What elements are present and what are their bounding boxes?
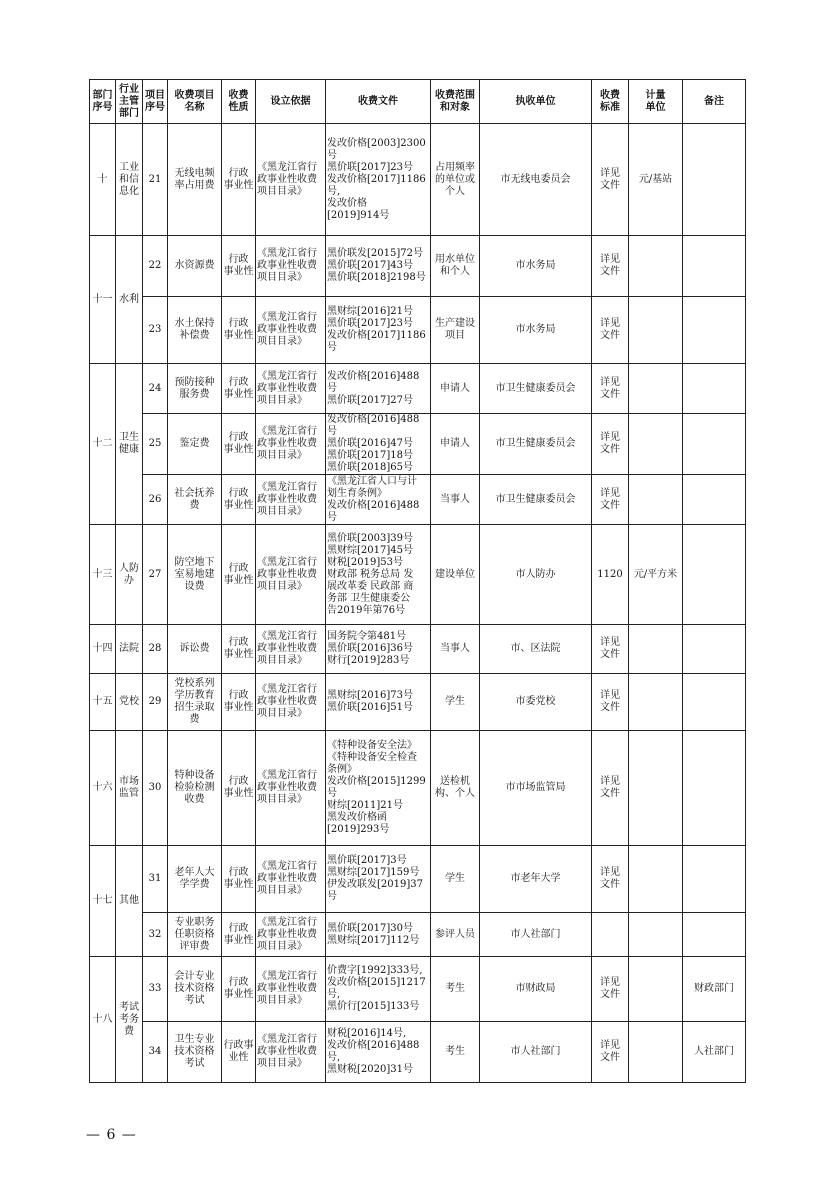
item-fee-doc: 黑价联发[2015]72号 黑价联[2017]43号 黑价联[2018]2198号 xyxy=(326,236,431,297)
item-nature: 行政 事业性 xyxy=(222,731,256,846)
item-basis: 《黑龙江省行 政事业性收费 项目目录》 xyxy=(256,846,326,913)
item-nature: 行政 事业性 xyxy=(222,124,256,236)
item-remark: 人社部门 xyxy=(683,1022,746,1083)
item-standard: 详见 文件 xyxy=(592,236,629,297)
item-collector: 市人社部门 xyxy=(480,1022,592,1083)
item-standard: 详见 文件 xyxy=(592,731,629,846)
table-row xyxy=(90,525,746,625)
item-nature: 行政事 业性 xyxy=(222,1022,256,1083)
item-fee-doc: 黑财综[2016]73号 黑价联[2016]51号 xyxy=(326,674,431,731)
item-nature: 行政 事业性 xyxy=(222,364,256,414)
item-basis: 《黑龙江省行 政事业性收费 项目目录》 xyxy=(256,297,326,364)
item-collector: 市卫生健康委员会 xyxy=(480,414,592,475)
item-no: 32 xyxy=(143,913,168,957)
table-row xyxy=(90,364,746,414)
dept-no: 十七 xyxy=(90,846,116,957)
item-basis: 《黑龙江省行 政事业性收费 项目目录》 xyxy=(256,625,326,674)
item-no: 30 xyxy=(143,731,168,846)
table-row xyxy=(90,625,746,674)
item-fee-doc: 发改价格[2003]2300 号 黑价联[2017]23号 发改价格[2017]1186 号, 发改价格 [2019]914号 xyxy=(326,124,431,236)
item-basis: 《黑龙江省行 政事业性收费 项目目录》 xyxy=(256,525,326,625)
item-remark xyxy=(683,297,746,364)
item-no: 23 xyxy=(143,297,168,364)
dept-name: 卫生 健康 xyxy=(116,364,143,525)
dept-name: 其他 xyxy=(116,846,143,957)
item-unit xyxy=(629,364,683,414)
item-nature: 行政 事业性 xyxy=(222,846,256,913)
item-remark xyxy=(683,124,746,236)
item-standard: 详见 文件 xyxy=(592,957,629,1022)
item-name: 社会抚养 费 xyxy=(168,475,222,525)
item-scope: 当事人 xyxy=(431,475,480,525)
dept-name: 考试 考务 费 xyxy=(116,957,143,1083)
item-collector: 市水务局 xyxy=(480,236,592,297)
item-fee-doc: 发改价格[2016]488号 黑价联[2016]47号 黑价联[2017]18号 黑价联[2018]65号 xyxy=(326,414,431,475)
item-standard: 1120 xyxy=(592,525,629,625)
item-name: 诉讼费 xyxy=(168,625,222,674)
item-name: 特种设备 检验检测 收费 xyxy=(168,731,222,846)
table-row xyxy=(90,957,746,1022)
item-remark xyxy=(683,525,746,625)
dept-no: 十四 xyxy=(90,625,116,674)
table-row xyxy=(90,674,746,731)
item-nature: 行政 事业性 xyxy=(222,957,256,1022)
item-fee-doc: 黑价联[2017]30号 黑财综[2017]112号 xyxy=(326,913,431,957)
item-collector: 市人社部门 xyxy=(480,913,592,957)
header-item-no: 项目 序号 xyxy=(143,80,168,124)
item-collector: 市财政局 xyxy=(480,957,592,1022)
header-nature: 收费 性质 xyxy=(222,80,256,124)
item-standard: 详见 文件 xyxy=(592,846,629,913)
header-basis: 设立依据 xyxy=(256,80,326,124)
item-name: 卫生专业 技术资格 考试 xyxy=(168,1022,222,1083)
item-name: 会计专业 技术资格 考试 xyxy=(168,957,222,1022)
item-no: 33 xyxy=(143,957,168,1022)
item-fee-doc: 黑价联[2017]3号 黑财综[2017]159号 伊发改联发[2019]37 号 xyxy=(326,846,431,913)
dept-name: 法院 xyxy=(116,625,143,674)
table-row xyxy=(90,414,746,475)
item-unit: 元/平方米 xyxy=(629,525,683,625)
item-remark xyxy=(683,846,746,913)
table-row xyxy=(90,846,746,913)
item-collector: 市委党校 xyxy=(480,674,592,731)
item-no: 22 xyxy=(143,236,168,297)
item-fee-doc: 国务院令第481号 黑价联[2016]36号 财行[2019]283号 xyxy=(326,625,431,674)
item-name: 预防接种 服务费 xyxy=(168,364,222,414)
item-scope: 占用频率 的单位或 个人 xyxy=(431,124,480,236)
item-unit xyxy=(629,475,683,525)
item-standard: 详见 文件 xyxy=(592,674,629,731)
dept-no: 十二 xyxy=(90,364,116,525)
item-unit xyxy=(629,957,683,1022)
dept-name: 水利 xyxy=(116,236,143,364)
item-collector: 市人防办 xyxy=(480,525,592,625)
dept-no: 十三 xyxy=(90,525,116,625)
header-item-name: 收费项目 名称 xyxy=(168,80,222,124)
item-no: 26 xyxy=(143,475,168,525)
item-standard: 详见 文件 xyxy=(592,124,629,236)
item-scope: 学生 xyxy=(431,846,480,913)
item-standard: 详见 文件 xyxy=(592,1022,629,1083)
item-name: 防空地下 室易地建 设费 xyxy=(168,525,222,625)
item-name: 党校系列 学历教育 招生录取 费 xyxy=(168,674,222,731)
item-fee-doc: 黑财综[2016]21号 黑价联[2017]23号 发改价格[2017]1186 号 xyxy=(326,297,431,364)
item-basis: 《黑龙江省行 政事业性收费 项目目录》 xyxy=(256,957,326,1022)
item-scope: 申请人 xyxy=(431,414,480,475)
dept-no: 十六 xyxy=(90,731,116,846)
item-nature: 行政 事业性 xyxy=(222,414,256,475)
item-name: 老年人大 学学费 xyxy=(168,846,222,913)
item-scope: 用水单位 和个人 xyxy=(431,236,480,297)
table-row xyxy=(90,913,746,957)
item-standard: 详见 文件 xyxy=(592,475,629,525)
item-fee-doc: 《特种设备安全法》 《特种设备安全检查 条例》 发改价格[2015]1299 号 财综[2011]21号 黑发改价格函 [2019]293号 xyxy=(326,731,431,846)
item-unit xyxy=(629,297,683,364)
item-scope: 申请人 xyxy=(431,364,480,414)
item-collector: 市市场监管局 xyxy=(480,731,592,846)
header-row xyxy=(90,80,746,124)
item-collector: 市水务局 xyxy=(480,297,592,364)
item-remark xyxy=(683,414,746,475)
item-basis: 《黑龙江省行 政事业性收费 项目目录》 xyxy=(256,1022,326,1083)
item-unit: 元/基站 xyxy=(629,124,683,236)
item-unit xyxy=(629,674,683,731)
item-scope: 送检机 构、个人 xyxy=(431,731,480,846)
item-remark xyxy=(683,731,746,846)
item-name: 无线电频 率占用费 xyxy=(168,124,222,236)
header-fee-doc: 收费文件 xyxy=(326,80,431,124)
item-standard: 详见 文件 xyxy=(592,364,629,414)
item-unit xyxy=(629,236,683,297)
item-remark xyxy=(683,674,746,731)
item-scope: 参评人员 xyxy=(431,913,480,957)
fee-table xyxy=(89,79,746,1083)
dept-name: 工业 和信 息化 xyxy=(116,124,143,236)
item-no: 21 xyxy=(143,124,168,236)
item-nature: 行政 事业性 xyxy=(222,674,256,731)
item-standard: 详见 文件 xyxy=(592,625,629,674)
item-remark xyxy=(683,236,746,297)
item-standard: 详见 文件 xyxy=(592,297,629,364)
item-no: 31 xyxy=(143,846,168,913)
item-fee-doc: 价费字[1992]333号, 发改价格[2015]1217 号, 黑价行[2015]133号 xyxy=(326,957,431,1022)
header-collector: 执收单位 xyxy=(480,80,592,124)
item-remark xyxy=(683,913,746,957)
item-collector: 市无线电委员会 xyxy=(480,124,592,236)
item-scope: 学生 xyxy=(431,674,480,731)
item-unit xyxy=(629,731,683,846)
item-no: 24 xyxy=(143,364,168,414)
dept-no: 十五 xyxy=(90,674,116,731)
item-standard xyxy=(592,913,629,957)
item-basis: 《黑龙江省行 政事业性收费 项目目录》 xyxy=(256,414,326,475)
item-collector: 市老年大学 xyxy=(480,846,592,913)
item-fee-doc: 《黑龙江省人口与计 划生育条例》 发改价格[2016]488号 xyxy=(326,475,431,525)
header-standard: 收费 标准 xyxy=(592,80,629,124)
item-remark xyxy=(683,475,746,525)
table-row xyxy=(90,236,746,297)
item-unit xyxy=(629,846,683,913)
item-unit xyxy=(629,414,683,475)
item-nature: 行政 事业性 xyxy=(222,625,256,674)
item-remark xyxy=(683,625,746,674)
item-nature: 行政 事业性 xyxy=(222,297,256,364)
item-collector: 市、区法院 xyxy=(480,625,592,674)
item-no: 25 xyxy=(143,414,168,475)
item-standard: 详见 文件 xyxy=(592,414,629,475)
dept-name: 市场 监管 xyxy=(116,731,143,846)
item-remark: 财政部门 xyxy=(683,957,746,1022)
item-scope: 考生 xyxy=(431,957,480,1022)
item-basis: 《黑龙江省行 政事业性收费 项目目录》 xyxy=(256,731,326,846)
table-row xyxy=(90,297,746,364)
item-name: 水资源费 xyxy=(168,236,222,297)
item-no: 34 xyxy=(143,1022,168,1083)
table-row xyxy=(90,475,746,525)
header-unit: 计量 单位 xyxy=(629,80,683,124)
item-unit xyxy=(629,625,683,674)
item-name: 专业职务 任职资格 评审费 xyxy=(168,913,222,957)
header-industry-dept: 行业 主管 部门 xyxy=(116,80,143,124)
header-scope: 收费范围 和对象 xyxy=(431,80,480,124)
header-remark: 备注 xyxy=(683,80,746,124)
table-row xyxy=(90,124,746,236)
item-basis: 《黑龙江省行 政事业性收费 项目目录》 xyxy=(256,124,326,236)
dept-name: 党校 xyxy=(116,674,143,731)
item-name: 鉴定费 xyxy=(168,414,222,475)
item-basis: 《黑龙江省行 政事业性收费 项目目录》 xyxy=(256,364,326,414)
dept-no: 十八 xyxy=(90,957,116,1083)
item-fee-doc: 黑价联[2003]39号 黑财综[2017]45号 财税[2019]53号 财政部 税务总局 发 展改革委 民政部 商 务部 卫生健康委公 告2019年第76号 xyxy=(326,525,431,625)
item-scope: 生产建设 项目 xyxy=(431,297,480,364)
header-dept-no: 部门 序号 xyxy=(90,80,116,124)
dept-no: 十一 xyxy=(90,236,116,364)
item-no: 28 xyxy=(143,625,168,674)
dept-no: 十 xyxy=(90,124,116,236)
item-no: 27 xyxy=(143,525,168,625)
item-scope: 建设单位 xyxy=(431,525,480,625)
table-row xyxy=(90,731,746,846)
item-basis: 《黑龙江省行 政事业性收费 项目目录》 xyxy=(256,236,326,297)
table-row xyxy=(90,1022,746,1083)
item-scope: 考生 xyxy=(431,1022,480,1083)
item-collector: 市卫生健康委员会 xyxy=(480,475,592,525)
item-scope: 当事人 xyxy=(431,625,480,674)
item-name: 水土保持 补偿费 xyxy=(168,297,222,364)
page-number: — 6 — xyxy=(86,1127,137,1143)
dept-name: 人防 办 xyxy=(116,525,143,625)
item-fee-doc: 发改价格[2016]488号 黑价联[2017]27号 xyxy=(326,364,431,414)
item-nature: 行政 事业性 xyxy=(222,913,256,957)
item-nature: 行政 事业性 xyxy=(222,236,256,297)
item-basis: 《黑龙江省行 政事业性收费 项目目录》 xyxy=(256,913,326,957)
item-unit xyxy=(629,1022,683,1083)
item-no: 29 xyxy=(143,674,168,731)
item-unit xyxy=(629,913,683,957)
item-nature: 行政 事业性 xyxy=(222,525,256,625)
item-basis: 《黑龙江省行 政事业性收费 项目目录》 xyxy=(256,674,326,731)
item-basis: 《黑龙江省行 政事业性收费 项目目录》 xyxy=(256,475,326,525)
item-remark xyxy=(683,364,746,414)
item-fee-doc: 财税[2016]14号, 发改价格[2016]488 号, 黑财税[2020]31号 xyxy=(326,1022,431,1083)
item-collector: 市卫生健康委员会 xyxy=(480,364,592,414)
item-nature: 行政 事业性 xyxy=(222,475,256,525)
